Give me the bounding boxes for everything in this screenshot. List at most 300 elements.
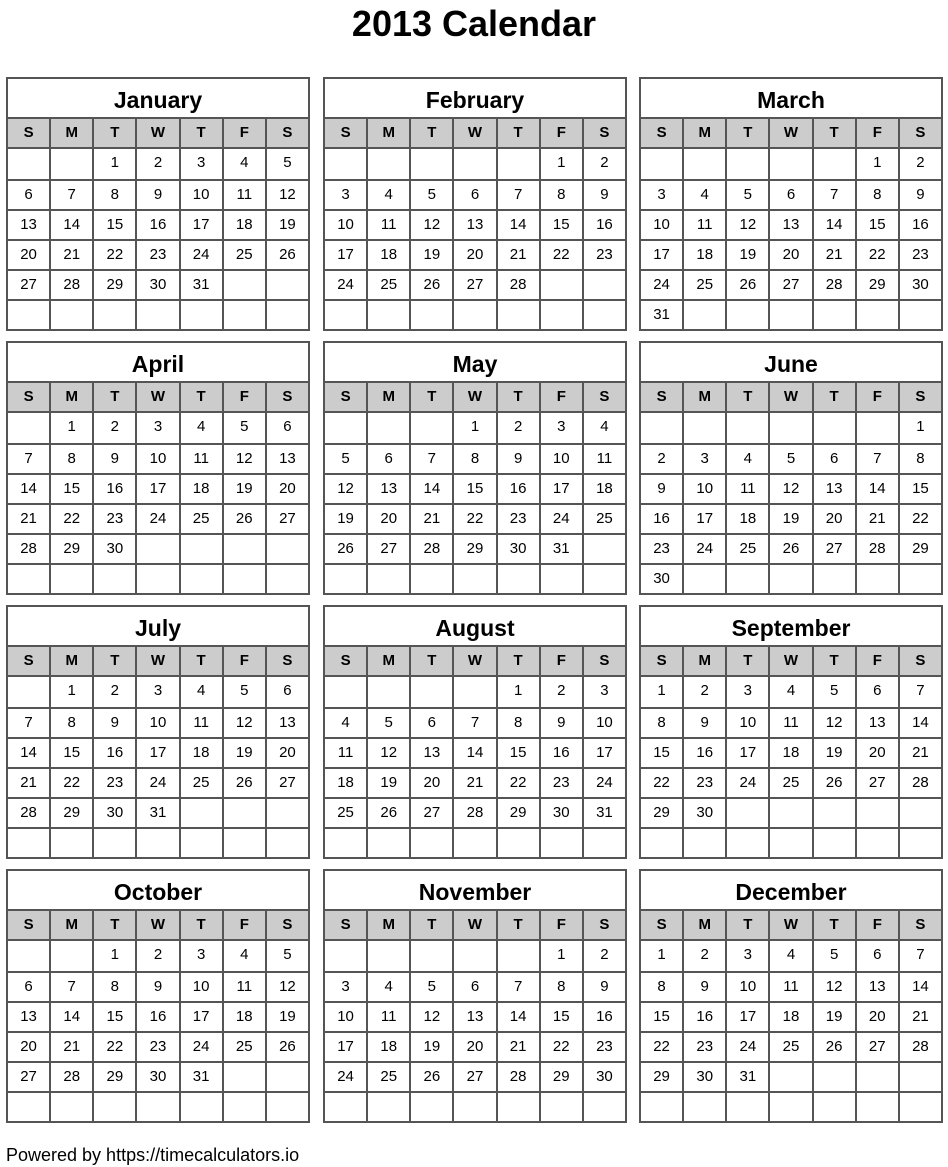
- day-cell: 27: [452, 1063, 495, 1091]
- day-cell: 27: [265, 769, 308, 797]
- day-cell: 26: [366, 799, 409, 827]
- week-row: [641, 767, 941, 797]
- day-cell: 19: [337, 510, 354, 527]
- weekday-header-row: [8, 119, 308, 149]
- weekday-header: S: [340, 916, 351, 933]
- day-cell: 16: [682, 1003, 725, 1031]
- day-cell: [725, 829, 768, 857]
- day-cell: [682, 565, 725, 593]
- day-cell: 14: [812, 211, 855, 239]
- day-cell: 28: [898, 769, 941, 797]
- day-cell: 8: [539, 181, 582, 209]
- day-cell: 1: [539, 941, 582, 971]
- day-cell: 28: [855, 535, 898, 563]
- day-cell: 13: [20, 216, 37, 233]
- day-cell: 24: [337, 1068, 354, 1085]
- day-cell: 11: [337, 744, 354, 761]
- day-cell: 9: [135, 973, 178, 1001]
- day-cell: [812, 413, 855, 443]
- day-cell: 9: [682, 973, 725, 1001]
- day-cell: [409, 677, 452, 707]
- day-cell: [366, 941, 409, 971]
- day-cell: [855, 1093, 898, 1121]
- day-cell: [768, 301, 811, 329]
- day-cell: 9: [92, 709, 135, 737]
- day-cell: 22: [92, 1033, 135, 1061]
- weekday-header: S: [582, 647, 625, 675]
- day-cell: 17: [682, 505, 725, 533]
- day-cell: 20: [265, 739, 308, 767]
- week-row: [641, 149, 941, 179]
- week-row: [641, 827, 941, 857]
- day-cell: [812, 1063, 855, 1091]
- day-cell: [898, 829, 941, 857]
- day-cell: [325, 1093, 366, 1121]
- day-cell: [222, 799, 265, 827]
- day-cell: 8: [898, 445, 941, 473]
- day-cell: 1: [855, 149, 898, 179]
- day-cell: 5: [409, 973, 452, 1001]
- day-cell: 23: [92, 505, 135, 533]
- day-cell: 30: [539, 799, 582, 827]
- day-cell: [49, 1093, 92, 1121]
- week-row: [8, 503, 308, 533]
- weekday-header: S: [340, 124, 351, 141]
- month-name: October: [8, 871, 308, 911]
- day-cell: 28: [20, 804, 37, 821]
- week-row: [325, 1031, 625, 1061]
- day-cell: 12: [409, 1003, 452, 1031]
- day-cell: 10: [725, 973, 768, 1001]
- day-cell: 15: [898, 475, 941, 503]
- weekday-header: F: [539, 911, 582, 939]
- day-cell: 30: [653, 570, 670, 587]
- week-row: [325, 827, 625, 857]
- day-cell: 19: [725, 241, 768, 269]
- day-cell: 2: [682, 677, 725, 707]
- weekday-header: F: [222, 119, 265, 147]
- day-cell: 27: [452, 271, 495, 299]
- day-cell: 25: [366, 1063, 409, 1091]
- week-row: [641, 269, 941, 299]
- day-cell: 14: [496, 211, 539, 239]
- day-cell: 13: [265, 709, 308, 737]
- day-cell: 18: [337, 774, 354, 791]
- week-row: [641, 1001, 941, 1031]
- day-cell: [222, 301, 265, 329]
- month-name: March: [641, 79, 941, 119]
- weekday-header: W: [135, 647, 178, 675]
- weekday-header: S: [656, 916, 667, 933]
- day-cell: 11: [682, 211, 725, 239]
- week-row: [641, 677, 941, 707]
- week-row: [641, 299, 941, 329]
- day-cell: 19: [366, 769, 409, 797]
- day-cell: 20: [20, 1038, 37, 1055]
- day-cell: 16: [539, 739, 582, 767]
- day-cell: 21: [49, 241, 92, 269]
- day-cell: 12: [265, 973, 308, 1001]
- day-cell: 25: [222, 241, 265, 269]
- day-cell: 29: [496, 799, 539, 827]
- day-cell: 8: [92, 973, 135, 1001]
- day-cell: 18: [179, 739, 222, 767]
- weekday-header: M: [49, 383, 92, 411]
- day-cell: 26: [409, 1063, 452, 1091]
- day-cell: 19: [265, 1003, 308, 1031]
- day-cell: [92, 565, 135, 593]
- day-cell: [582, 535, 625, 563]
- weekday-header: F: [539, 119, 582, 147]
- day-cell: 10: [135, 709, 178, 737]
- day-cell: 11: [768, 709, 811, 737]
- day-cell: 8: [452, 445, 495, 473]
- weekday-header: W: [768, 119, 811, 147]
- day-cell: 20: [855, 739, 898, 767]
- day-cell: 16: [898, 211, 941, 239]
- day-cell: 31: [725, 1063, 768, 1091]
- day-cell: 11: [222, 181, 265, 209]
- day-cell: 12: [366, 739, 409, 767]
- day-cell: 9: [539, 709, 582, 737]
- day-cell: [539, 301, 582, 329]
- month-june: [639, 341, 943, 595]
- day-cell: 10: [179, 973, 222, 1001]
- day-cell: [582, 1093, 625, 1121]
- day-cell: 20: [768, 241, 811, 269]
- day-cell: 29: [653, 1068, 670, 1085]
- weekday-header: T: [92, 119, 135, 147]
- day-cell: 4: [366, 973, 409, 1001]
- day-cell: 11: [222, 973, 265, 1001]
- day-cell: [768, 149, 811, 179]
- day-cell: 16: [92, 739, 135, 767]
- day-cell: 9: [496, 445, 539, 473]
- day-cell: [222, 271, 265, 299]
- week-row: [8, 533, 308, 563]
- month-november: [323, 869, 627, 1123]
- day-cell: [768, 565, 811, 593]
- day-cell: 9: [582, 181, 625, 209]
- day-cell: [92, 301, 135, 329]
- weekday-header: T: [409, 383, 452, 411]
- day-cell: [409, 301, 452, 329]
- day-cell: 14: [452, 739, 495, 767]
- day-cell: [135, 829, 178, 857]
- day-cell: 5: [265, 149, 308, 179]
- weekday-header: S: [265, 119, 308, 147]
- weekday-header: F: [855, 119, 898, 147]
- day-cell: 9: [92, 445, 135, 473]
- day-cell: 15: [539, 1003, 582, 1031]
- day-cell: [325, 677, 366, 707]
- week-row: [325, 1091, 625, 1121]
- day-cell: 18: [222, 211, 265, 239]
- day-cell: 7: [409, 445, 452, 473]
- day-cell: [582, 565, 625, 593]
- month-february: [323, 77, 627, 331]
- day-cell: 4: [366, 181, 409, 209]
- day-cell: 1: [657, 946, 666, 963]
- day-cell: [409, 149, 452, 179]
- month-name: June: [641, 343, 941, 383]
- day-cell: 24: [337, 276, 354, 293]
- day-cell: [222, 535, 265, 563]
- week-row: [641, 1091, 941, 1121]
- day-cell: 27: [265, 505, 308, 533]
- week-row: [8, 707, 308, 737]
- day-cell: [409, 1093, 452, 1121]
- day-cell: 25: [768, 769, 811, 797]
- day-cell: 22: [539, 1033, 582, 1061]
- weekday-header: S: [265, 383, 308, 411]
- day-cell: 23: [92, 769, 135, 797]
- day-cell: 17: [135, 475, 178, 503]
- day-cell: 18: [179, 475, 222, 503]
- day-cell: 13: [366, 475, 409, 503]
- day-cell: [222, 829, 265, 857]
- week-row: [325, 737, 625, 767]
- weekday-header: S: [656, 124, 667, 141]
- week-row: [325, 1061, 625, 1091]
- day-cell: 27: [20, 1068, 37, 1085]
- day-cell: [325, 941, 366, 971]
- day-cell: [641, 1093, 682, 1121]
- day-cell: [898, 565, 941, 593]
- day-cell: 15: [49, 475, 92, 503]
- weekday-header: S: [23, 124, 34, 141]
- day-cell: 25: [582, 505, 625, 533]
- day-cell: 25: [682, 271, 725, 299]
- day-cell: 28: [496, 1063, 539, 1091]
- day-cell: 30: [682, 1063, 725, 1091]
- week-row: [8, 443, 308, 473]
- day-cell: [49, 941, 92, 971]
- day-cell: [265, 535, 308, 563]
- day-cell: [8, 941, 49, 971]
- week-row: [325, 767, 625, 797]
- day-cell: 5: [812, 941, 855, 971]
- week-row: [325, 677, 625, 707]
- day-cell: [409, 565, 452, 593]
- day-cell: [8, 677, 49, 707]
- weekday-header: T: [92, 911, 135, 939]
- day-cell: 22: [855, 241, 898, 269]
- day-cell: 22: [539, 241, 582, 269]
- day-cell: 3: [179, 941, 222, 971]
- day-cell: 27: [409, 799, 452, 827]
- day-cell: [409, 829, 452, 857]
- weekday-header: T: [725, 119, 768, 147]
- day-cell: 17: [337, 1038, 354, 1055]
- day-cell: 7: [898, 941, 941, 971]
- day-cell: 7: [496, 181, 539, 209]
- day-cell: 10: [135, 445, 178, 473]
- day-cell: [682, 829, 725, 857]
- day-cell: 19: [812, 1003, 855, 1031]
- day-cell: 23: [898, 241, 941, 269]
- day-cell: 19: [222, 475, 265, 503]
- day-cell: 11: [768, 973, 811, 1001]
- day-cell: 13: [812, 475, 855, 503]
- weekday-header: F: [855, 911, 898, 939]
- weekday-header: S: [898, 647, 941, 675]
- day-cell: 11: [179, 709, 222, 737]
- day-cell: [855, 799, 898, 827]
- day-cell: 2: [582, 941, 625, 971]
- day-cell: 6: [452, 973, 495, 1001]
- day-cell: [496, 829, 539, 857]
- day-cell: [682, 413, 725, 443]
- day-cell: 5: [768, 445, 811, 473]
- day-cell: 4: [725, 445, 768, 473]
- day-cell: [265, 271, 308, 299]
- day-cell: 25: [222, 1033, 265, 1061]
- weekday-header: M: [366, 911, 409, 939]
- weekday-header: M: [366, 647, 409, 675]
- day-cell: [898, 1063, 941, 1091]
- day-cell: 18: [768, 1003, 811, 1031]
- day-cell: 6: [855, 941, 898, 971]
- day-cell: [725, 149, 768, 179]
- day-cell: 19: [265, 211, 308, 239]
- weekday-header-row: [8, 647, 308, 677]
- day-cell: 10: [337, 216, 354, 233]
- day-cell: 18: [768, 739, 811, 767]
- weekday-header: S: [582, 119, 625, 147]
- day-cell: 23: [582, 1033, 625, 1061]
- week-row: [641, 239, 941, 269]
- day-cell: 14: [898, 709, 941, 737]
- day-cell: [452, 1093, 495, 1121]
- day-cell: 27: [20, 276, 37, 293]
- week-row: [641, 707, 941, 737]
- day-cell: 16: [135, 1003, 178, 1031]
- day-cell: 18: [725, 505, 768, 533]
- day-cell: 10: [725, 709, 768, 737]
- day-cell: 29: [653, 804, 670, 821]
- day-cell: 15: [855, 211, 898, 239]
- day-cell: [496, 149, 539, 179]
- day-cell: 21: [898, 739, 941, 767]
- day-cell: 16: [582, 211, 625, 239]
- week-row: [325, 149, 625, 179]
- day-cell: 25: [179, 505, 222, 533]
- week-row: [8, 941, 308, 971]
- day-cell: 25: [179, 769, 222, 797]
- weekday-header: F: [222, 383, 265, 411]
- day-cell: 21: [20, 774, 37, 791]
- day-cell: 4: [768, 677, 811, 707]
- day-cell: [452, 941, 495, 971]
- day-cell: [8, 829, 49, 857]
- day-cell: 11: [179, 445, 222, 473]
- day-cell: [898, 799, 941, 827]
- day-cell: [725, 301, 768, 329]
- day-cell: 6: [24, 186, 33, 203]
- day-cell: 3: [657, 186, 666, 203]
- day-cell: [725, 413, 768, 443]
- day-cell: [768, 1093, 811, 1121]
- day-cell: 13: [855, 973, 898, 1001]
- day-cell: 10: [337, 1008, 354, 1025]
- day-cell: [265, 565, 308, 593]
- week-row: [8, 971, 308, 1001]
- day-cell: [179, 301, 222, 329]
- day-cell: 22: [49, 505, 92, 533]
- day-cell: 30: [135, 1063, 178, 1091]
- day-cell: 28: [452, 799, 495, 827]
- week-row: [8, 413, 308, 443]
- day-cell: 3: [582, 677, 625, 707]
- day-cell: 6: [265, 413, 308, 443]
- day-cell: [812, 301, 855, 329]
- day-cell: 4: [682, 181, 725, 209]
- weekday-header: S: [265, 647, 308, 675]
- day-cell: 20: [812, 505, 855, 533]
- week-row: [325, 179, 625, 209]
- weekday-header: T: [812, 911, 855, 939]
- weekday-header: S: [898, 911, 941, 939]
- day-cell: 14: [409, 475, 452, 503]
- day-cell: 18: [222, 1003, 265, 1031]
- day-cell: 1: [539, 149, 582, 179]
- day-cell: 3: [539, 413, 582, 443]
- day-cell: 23: [135, 1033, 178, 1061]
- day-cell: 17: [582, 739, 625, 767]
- day-cell: 17: [179, 211, 222, 239]
- month-september: [639, 605, 943, 859]
- weekday-header: S: [23, 652, 34, 669]
- weekday-header-row: [325, 647, 625, 677]
- week-row: [641, 443, 941, 473]
- day-cell: 20: [409, 769, 452, 797]
- day-cell: [366, 829, 409, 857]
- day-cell: 23: [496, 505, 539, 533]
- week-row: [8, 1001, 308, 1031]
- month-name: May: [325, 343, 625, 383]
- day-cell: 17: [135, 739, 178, 767]
- day-cell: 18: [366, 241, 409, 269]
- day-cell: 28: [409, 535, 452, 563]
- weekday-header: S: [656, 652, 667, 669]
- day-cell: 21: [496, 241, 539, 269]
- day-cell: 21: [812, 241, 855, 269]
- weekday-header: T: [725, 911, 768, 939]
- day-cell: [539, 271, 582, 299]
- day-cell: 23: [682, 769, 725, 797]
- day-cell: 29: [898, 535, 941, 563]
- day-cell: 16: [496, 475, 539, 503]
- day-cell: 2: [496, 413, 539, 443]
- weekday-header: W: [135, 383, 178, 411]
- weekday-header: M: [366, 119, 409, 147]
- day-cell: 19: [768, 505, 811, 533]
- day-cell: 11: [366, 1003, 409, 1031]
- day-cell: 8: [539, 973, 582, 1001]
- day-cell: 26: [725, 271, 768, 299]
- day-cell: 9: [135, 181, 178, 209]
- day-cell: [812, 829, 855, 857]
- day-cell: 23: [653, 540, 670, 557]
- day-cell: 6: [768, 181, 811, 209]
- day-cell: [49, 301, 92, 329]
- day-cell: 15: [653, 1008, 670, 1025]
- day-cell: 12: [409, 211, 452, 239]
- day-cell: [265, 1093, 308, 1121]
- day-cell: 1: [49, 413, 92, 443]
- day-cell: [366, 149, 409, 179]
